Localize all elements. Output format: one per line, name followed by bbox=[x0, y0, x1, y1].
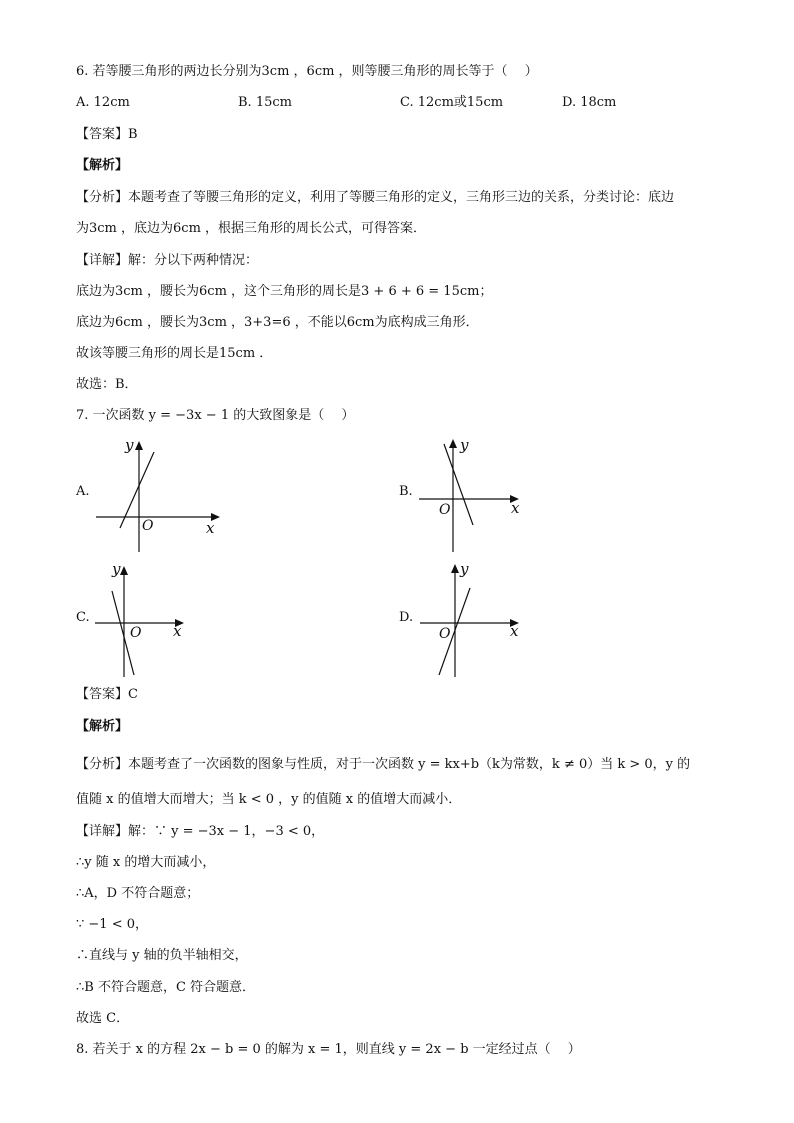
graph-c bbox=[92, 557, 202, 682]
graph-d-origin-label: O bbox=[439, 626, 451, 642]
q6-stem: 6. 若等腰三角形的两边长分别为3cm ，6cm ，则等腰三角形的周长等于（ ） bbox=[76, 64, 538, 79]
q6-choice: 故选：B． bbox=[76, 377, 138, 392]
graph-b-origin-label: O bbox=[439, 502, 451, 518]
graph-c-x-label: x bbox=[173, 622, 182, 640]
q7-detail-line-4: ∵ −1 < 0， bbox=[76, 917, 148, 932]
q6-analysis-title: 【解析】 bbox=[76, 158, 129, 173]
q7-choice: 故选 C． bbox=[76, 1011, 130, 1026]
q6-option-a: A. 12cm bbox=[76, 95, 130, 110]
q7-detail-line-1: 【详解】解：∵ y = −3x − 1，−3 < 0， bbox=[76, 824, 325, 839]
q7-analysis-title: 【解析】 bbox=[76, 719, 129, 734]
q6-option-b: B. 15cm bbox=[238, 95, 292, 110]
q7-detail-line-6: ∴B 不符合题意，C 符合题意． bbox=[76, 980, 256, 995]
q6-detail-line-4: 故该等腰三角形的周长是15cm ． bbox=[76, 346, 273, 361]
graph-d bbox=[415, 557, 535, 682]
graph-d-label: D. bbox=[399, 610, 414, 625]
graph-d-y-label: y bbox=[460, 560, 469, 578]
q7-detail-line-5: ∴直线与 y 轴的负半轴相交， bbox=[76, 948, 248, 963]
q7-analysis-line-1: 【分析】本题考查了一次函数的图象与性质，对于一次函数 y = kx+b（k为常数，k ≠ 0）当 k > 0，y 的 bbox=[76, 757, 691, 772]
graph-c-label: C. bbox=[76, 610, 90, 625]
q7-answer: 【答案】C bbox=[76, 687, 138, 702]
graph-d-x-label: x bbox=[510, 622, 519, 640]
q6-detail-line-3: 底边为6cm ，腰长为3cm ，3+3=6 ，不能以6cm为底构成三角形． bbox=[76, 315, 479, 330]
q7-detail-line-3: ∴A，D 不符合题意； bbox=[76, 886, 200, 901]
graph-b-y-label: y bbox=[460, 436, 469, 454]
q7-stem: 7. 一次函数 y = −3x − 1 的大致图象是（ ） bbox=[76, 408, 355, 423]
graph-b-label: B. bbox=[399, 484, 413, 499]
graph-b bbox=[415, 432, 555, 557]
graph-c-origin-label: O bbox=[130, 625, 142, 641]
q6-option-c: C. 12cm或15cm bbox=[400, 95, 504, 110]
graph-a-y-label: y bbox=[125, 436, 134, 454]
q8-stem: 8. 若关于 x 的方程 2x − b = 0 的解为 x = 1，则直线 y = 2x − b 一定经过点（ ） bbox=[76, 1042, 581, 1057]
q6-analysis-line-2: 为3cm ，底边为6cm ，根据三角形的周长公式，可得答案． bbox=[76, 221, 427, 236]
q6-analysis-line-1: 【分析】本题考查了等腰三角形的定义，利用了等腰三角形的定义，三角形三边的关系，分类讨论：底边 bbox=[76, 190, 675, 205]
q6-option-d: D. 18cm bbox=[562, 95, 617, 110]
q6-answer: 【答案】B bbox=[76, 127, 138, 142]
q6-detail-line-1: 【详解】解：分以下两种情况： bbox=[76, 253, 259, 268]
graph-c-y-label: y bbox=[112, 560, 121, 578]
q6-detail-line-2: 底边为3cm ，腰长为6cm ，这个三角形的周长是3 + 6 + 6 = 15cm； bbox=[76, 284, 493, 299]
q7-analysis-line-2: 值随 x 的值增大而增大；当 k < 0 ，y 的值随 x 的值增大而减小． bbox=[76, 792, 462, 807]
graph-a-label: A. bbox=[76, 484, 90, 499]
graph-a bbox=[92, 430, 232, 555]
q7-detail-line-2: ∴y 随 x 的增大而减小， bbox=[76, 855, 216, 870]
graph-a-x-label: x bbox=[206, 519, 215, 537]
graph-b-x-label: x bbox=[511, 499, 520, 517]
graph-a-origin-label: O bbox=[142, 518, 154, 534]
